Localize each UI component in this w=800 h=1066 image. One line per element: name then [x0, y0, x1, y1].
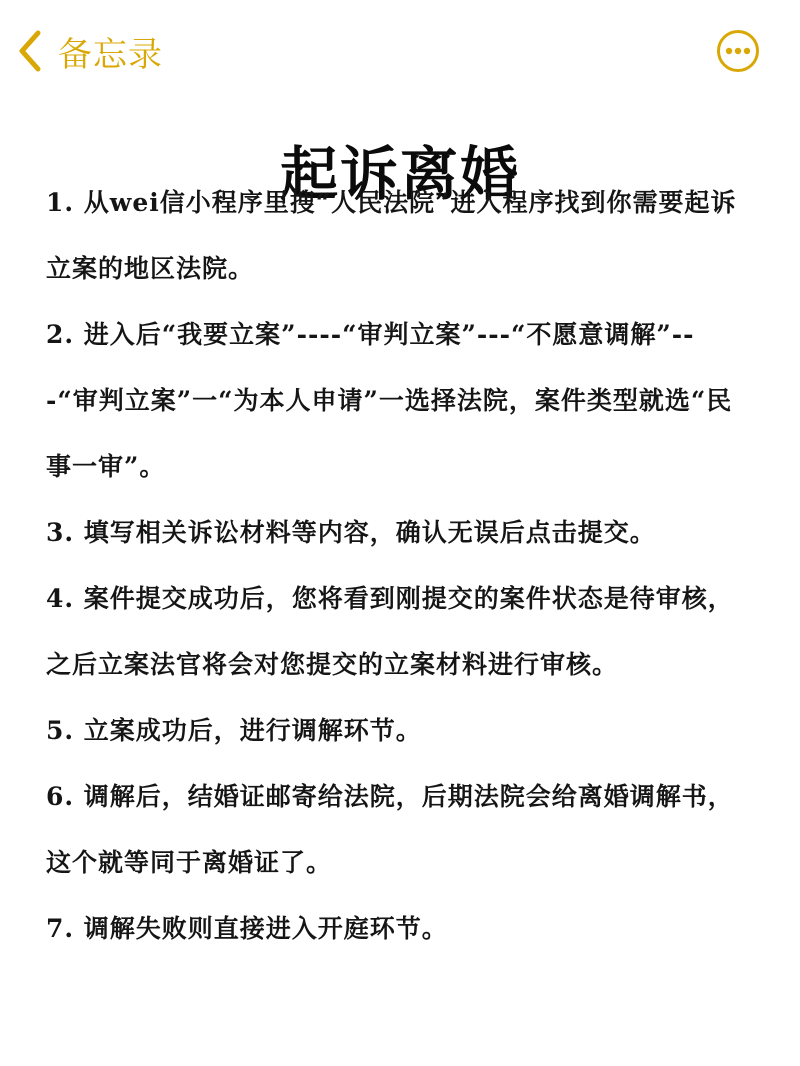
- step-5: 5. 立案成功后，进行调解环节。: [46, 716, 422, 745]
- step-3: 3. 填写相关诉讼材料等内容，确认无误后点击提交。: [46, 518, 656, 547]
- step-1: 1. 从wei信小程序里搜“人民法院”进入程序找到你需要起诉立案的地区法院。: [46, 188, 737, 283]
- back-button[interactable]: [16, 26, 163, 76]
- step-6: 6. 调解后，结婚证邮寄给法院，后期法院会给离婚调解书，这个就等同于离婚证了。: [46, 782, 734, 877]
- step-7: 7. 调解失败则直接进入开庭环节。: [46, 914, 448, 943]
- chevron-left-icon: [16, 29, 44, 73]
- step-4: 4. 案件提交成功后，您将看到刚提交的案件状态是待审核，之后立案法官将会对您提交的立案材料进行审核。: [46, 584, 734, 679]
- more-horizontal-circle-icon: [716, 29, 760, 73]
- back-label: 备忘录: [58, 34, 163, 75]
- more-options-button[interactable]: [716, 29, 760, 73]
- note-body[interactable]: [46, 170, 746, 962]
- navigation-bar: [0, 0, 800, 100]
- note-title: 起诉离婚: [279, 139, 520, 208]
- step-2: 2. 进入后“我要立案”----“审判立案”---“不愿意调解”---“审判立案”一“为本人申请”一选择法院，案件类型就选“民事一审”。: [46, 320, 733, 481]
